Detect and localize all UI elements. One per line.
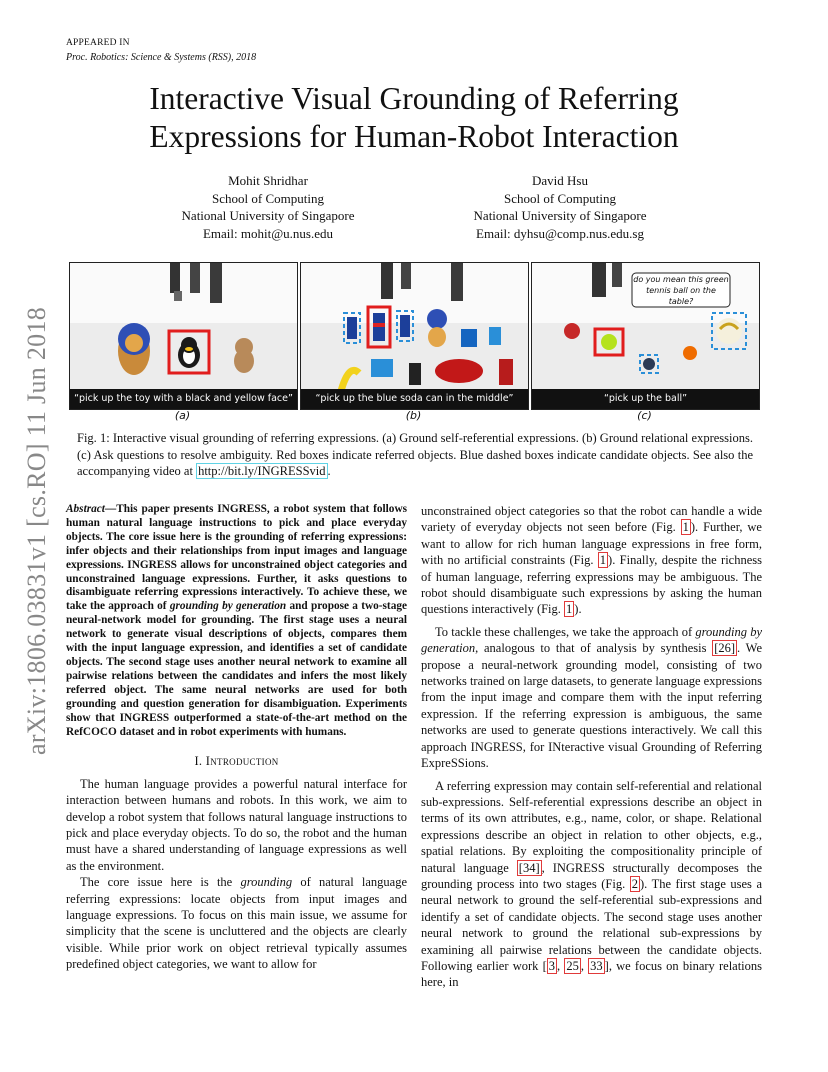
citation-link[interactable]: [34] [518, 860, 540, 875]
figure-panel-b [300, 262, 529, 410]
citation-link[interactable]: 3 [548, 958, 555, 973]
author-univ: National University of Singapore [181, 208, 355, 223]
author-name: Mohit Shridhar [228, 173, 308, 188]
panel-a-label: (a) [174, 409, 191, 422]
section-number: I. [194, 754, 203, 769]
paragraph-text: ], we focus on binary relations here, in [421, 958, 763, 990]
paragraph-text: unconstrained object categories so that the robot can handle a wide variety of everyday objects not seen before (Fig. [421, 504, 762, 535]
title-line-1: Interactive Visual Grounding of Referring [149, 81, 679, 116]
panel-c-caption: “pick up the ball” [532, 389, 759, 409]
citation-link[interactable]: 25 [566, 958, 579, 973]
appeared-in-label: APPEARED IN [66, 38, 130, 48]
panel-b-label: (b) [405, 409, 422, 422]
abstract-label: Abstract [66, 503, 105, 515]
paragraph-text: ). [574, 602, 582, 617]
author-name: David Hsu [532, 173, 588, 188]
paragraph-text: , INGRESS structurally decomposes the grounding process into two stages (Fig. [421, 860, 763, 891]
paragraph-text: of natural language referring expressions: locate objects from input images and language expressions. To focus on this main issue, we assume for simplicity that the scene is uncluttered and the objects are clearly visible. While prior work on object retrieval typically assumes predefined object categories, we want to allow for [66, 875, 408, 972]
paper-title [0, 80, 828, 156]
citation-link[interactable]: 33 [590, 958, 603, 973]
panel-c-speech-bubble: do you mean this green tennis ball on the table? [633, 275, 729, 306]
paragraph-text: ). Finally, despite the richness of human language, referring expressions may be ambiguous. The robot should disambiguate such expressions by asking the human questions interactively (Fig. [421, 553, 762, 617]
title-line-2: Expressions for Human-Robot Interaction [149, 119, 679, 154]
panel-b-caption: “pick up the blue soda can in the middle” [301, 389, 528, 409]
figure-panel-a [69, 262, 298, 410]
paragraph-emphasis: grounding [240, 875, 293, 890]
paragraph-text: A referring expression may contain self-referential and relational sub-expressions. Self-referential expressions describe an object in terms of its own attributes, e.g., name, color, or shape. Relational expressions describe an object in relation to other objects, e.g., spatial relations. By exploiting the compositionality principle of natural language [421, 778, 762, 875]
right-paragraph-2 [421, 624, 762, 772]
figure-ref-link[interactable]: 1 [682, 520, 689, 535]
paragraph-text: To tackle these challenges, we take the approach of [435, 624, 693, 639]
figure-ref-link[interactable]: 1 [599, 553, 607, 568]
panel-a-caption: “pick up the toy with a black and yellow face” [70, 389, 297, 409]
figure-caption: Fig. 1: Interactive visual grounding of referring expressions. (a) Ground self-referential expressions. (b) Ground relational expressions. (c) Ask questions to resolve ambiguity. Red boxes indicate referred objects. Blue dashed boxes indicate candidate objects. See also the accompanying video at http://bit.ly/INGRESSvid . [77, 431, 753, 478]
intro-paragraph-2 [66, 874, 407, 972]
section-heading-introduction [66, 753, 407, 769]
panel-c-label: (c) [637, 409, 652, 422]
author-block-1 [138, 172, 398, 242]
figure-caption-text: Fig. 1: Interactive visual grounding of referring expressions. (a) Ground self-referential expressions. (b) Ground relational expressions. (c) Ask questions to resolve ambiguity. Red boxes indicate referred objects. Blue dashed boxes indicate candidate objects. See also the accompanying video at [77, 431, 753, 478]
citation-link[interactable]: [26] [714, 641, 736, 656]
abstract-emphasis: grounding by generation [169, 600, 287, 613]
figure-panel-c [531, 262, 760, 410]
author-block-2 [430, 172, 690, 242]
author-email: Email: dyhsu@comp.nus.edu.sg [476, 225, 644, 241]
right-paragraph-1 [421, 503, 762, 618]
abstract-text-b: and propose a two-stage neural-network model for grounding. The first stage uses a neural network to generate visual descriptions of objects, compares them with the input language expression, and identifies a set of candidate objects. The second stage uses another neural network to examine all pairwise relations between the candidates and infers the most likely referred object. The same neural networks are used for both grounding and question generation for disambiguation. Experiments show that INGRESS outperformed a state-of-the-art method on the RefCOCO dataset and in robot experiments with humans. [66, 600, 408, 738]
section-title: Introduction [205, 754, 279, 769]
paragraph-emphasis: grounding by generation [421, 624, 763, 656]
figure-ref-link[interactable]: 2 [631, 876, 638, 891]
author-dept: School of Computing [212, 190, 324, 206]
video-link[interactable]: http://bit.ly/INGRESSvid [198, 464, 326, 478]
abstract-text-a: —This paper presents INGRESS, a robot system that follows human natural language instructions to pick and place everyday objects. The core issue here is the grounding of referring expressions: infer objects and their relationships from input images and language expressions. INGRESS allows for unconstrained object categories and unconstrained language expressions. Further, it asks questions to disambiguate referring expressions interactively. To achieve these, we take the approach of [66, 503, 407, 613]
right-column [421, 503, 762, 991]
scene-b-illustration [301, 263, 528, 409]
paragraph-text: . We propose a neural-network grounding model, consisting of two networks trained on large datasets, to generate language expressions from the input image and compare them with the input referring expression. If the referring expression is ambiguous, the same networks are used to generate questions interactively. We call this approach INGRESS, for INteractive visual Grounding of Referring ExpreSSions. [421, 641, 763, 771]
venue-line: Proc. Robotics: Science & Systems (RSS), 2018 [66, 52, 257, 63]
arxiv-stamp: arXiv:1806.03831v1 [cs.RO] 11 Jun 2018 [22, 306, 51, 755]
author-univ: National University of Singapore [473, 208, 647, 223]
author-dept: School of Computing [504, 190, 616, 206]
paragraph-text: , analogous to that of analysis by synthesis [475, 641, 707, 656]
abstract [66, 503, 407, 739]
paragraph-text: ). Further, we want to allow for rich human language expressions in free form, with no artificial constraints (Fig. [421, 520, 762, 568]
left-column [66, 503, 407, 973]
right-paragraph-3: A referring expression may contain self-referential and relational sub-expressions. Self-referential expressions describe an object in terms of its own attributes, e.g., name, color, or shape. Relational expressions describe an object in relation to other objects, e.g., spatial relations. By exploiting the compositionality principle of natural language [34] , INGRESS structurally decomposes the grounding process into two stages (Fig. 2 ). The first stage uses a neural network to ground the self-referential sub-expressions and identify a set of candidate objects. The second stage uses another neural network to ground the relational sub-expressions by examining all pairwise relations between the candidate objects. Following earlier work [ 3 , 25 , 33 ], we focus on binary relations here, in [421, 778, 763, 990]
intro-paragraph-1: The human language provides a powerful natural interface for interaction between humans and robots. In this work, we aim to develop a robot system that follows natural language instructions to pick and place everyday objects. To do so, the robot and the human must have a shared understanding of language expressions as well as the environment. [66, 776, 407, 873]
scene-a-illustration [70, 263, 297, 409]
figure-ref-link[interactable]: 1 [566, 602, 573, 617]
paragraph-text: The core issue here is the [80, 875, 233, 890]
author-email: Email: mohit@u.nus.edu [202, 225, 334, 241]
paragraph-text: ). The first stage uses a neural network to ground the self-referential sub-expressions and identify a set of candidate objects. The second stage uses another neural network to ground the relational sub-expressions by examining all pairwise relations between the candidate objects. Following earlier work [ [421, 876, 762, 973]
